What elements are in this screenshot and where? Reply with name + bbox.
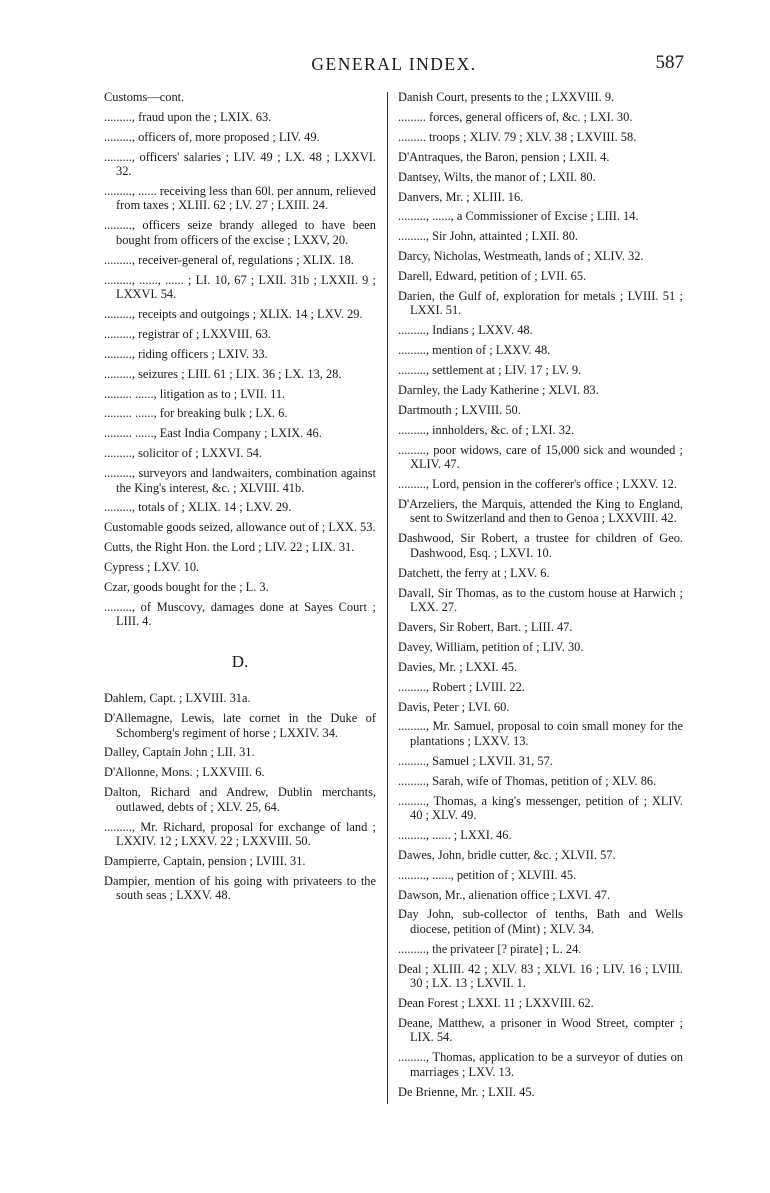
left-entries-d [104,691,376,902]
index-entry: ........., officers' salaries ; LIV. 49 ; LX. 48 ; LXXVI. 32. [104,149,376,179]
index-entry: ........., Thomas, application to be a surveyor of duties on marriages ; LXV. 13. [398,1050,683,1079]
running-title: GENERAL INDEX. [311,54,477,74]
index-entry: ........., ......, a Commissioner of Excise ; LIII. 14. [398,209,639,224]
index-entry: Davies, Mr. ; LXXI. 45. [398,659,518,674]
index-entry: ......... ......, litigation as to ; LVII. 11. [104,386,286,401]
index-entry: Darcy, Nicholas, Westmeath, lands of ; XLIV. 32. [398,249,644,264]
index-entry: Cutts, the Right Hon. the Lord ; LIV. 22 ; LIX. 31. [104,540,355,555]
index-entry: ........., of Muscovy, damages done at Sayes Court ; LIII. 4. [104,599,376,629]
index-entry: Dampierre, Captain, pension ; LVIII. 31. [104,853,306,868]
index-entry: ........., Thomas, a king's messenger, petition of ; XLIV. 40 ; XLV. 49. [398,793,683,822]
index-entry: ........., Indians ; LXXV. 48. [398,323,533,338]
index-entry: ........., fraud upon the ; LXIX. 63. [104,109,272,124]
index-entry: ......... ......, East India Company ; LXIX. 46. [104,426,322,441]
index-entry: Darell, Edward, petition of ; LVII. 65. [398,269,587,284]
index-entry: ........., innholders, &c. of ; LXI. 32. [398,422,575,437]
index-entry: ........., Mr. Samuel, proposal to coin small money for the plantations ; LXXV. 13. [398,719,683,748]
column-divider [387,92,388,1104]
index-entry: ........., Robert ; LVIII. 22. [398,679,525,694]
index-entry: Dalton, Richard and Andrew, Dublin merchants, outlawed, debts of ; XLV. 25, 64. [104,785,376,814]
index-entry: D'Allonne, Mons. ; LXXVIII. 6. [104,765,265,780]
index-entry: Customable goods seized, allowance out of ; LXX. 53. [104,520,376,535]
index-entry: ........., registrar of ; LXXVIII. 63. [104,326,271,341]
index-entry: ........., officers seize brandy alleged to have been bought from officers of the excise ; LXXV, 20. [104,218,376,247]
index-entry: ......... troops ; XLIV. 79 ; XLV. 38 ; LXVIII. 58. [398,129,637,144]
right-column [398,90,683,1104]
index-entry: ........., officers of, more proposed ; LIV. 49. [104,129,320,144]
index-entry: Dashwood, Sir Robert, a trustee for children of Geo. Dashwood, Esq. ; LXVI. 10. [398,531,683,560]
index-entry: ........., the privateer [? pirate] ; L. 24. [398,941,582,956]
index-entry: Dawson, Mr., alienation office ; LXVI. 47. [398,887,611,902]
index-entry: Darien, the Gulf of, exploration for metals ; LVIII. 51 ; LXXI. 51. [398,289,683,318]
index-entry: ........., Samuel ; LXVII. 31, 57. [398,753,553,768]
index-entry: Day John, sub-collector of tenths, Bath and Wells diocese, petition of (Mint) ; XLV. 34. [398,907,683,936]
index-entry: ........., ...... receiving less than 60l. per annum, relieved from taxes ; XLIII. 62 ; LV. 27 ; LXIII. 24. [104,184,376,213]
index-entry: ........., poor widows, care of 15,000 sick and wounded ; XLIV. 47. [398,442,683,472]
index-entry: Deal ; XLIII. 42 ; XLV. 83 ; XLVI. 16 ; LIV. 16 ; LVIII. 30 ; LX. 13 ; LXVII. 1. [398,961,683,991]
index-entry: Danish Court, presents to the ; LXXVIII. 9. [398,90,615,104]
page-number: 587 [655,52,684,73]
index-entry: ........., Sir John, attainted ; LXII. 80. [398,229,578,244]
left-entries [104,90,376,629]
index-entry: Datchett, the ferry at ; LXV. 6. [398,565,550,580]
index-entry: ........., seizures ; LIII. 61 ; LIX. 36 ; LX. 13, 28. [104,366,342,381]
index-entry: ........., totals of ; XLIX. 14 ; LXV. 29. [104,500,292,515]
left-column [104,90,376,908]
index-entry: Dawes, John, bridle cutter, &c. ; XLVII. 57. [398,847,616,862]
index-entry: ........., ...... ; LXXI. 46. [398,827,512,842]
index-entry: Czar, goods bought for the ; L. 3. [104,580,269,595]
index-entry: ........., Mr. Richard, proposal for exchange of land ; LXXIV. 12 ; LXXV. 22 ; LXXVIII. 50. [104,819,376,848]
index-entry: ........., Sarah, wife of Thomas, petition of ; XLV. 86. [398,773,657,788]
index-entry: Deane, Matthew, a prisoner in Wood Street, compter ; LIX. 54. [398,1015,683,1045]
index-entry: ........., Lord, pension in the cofferer's office ; LXXV. 12. [398,477,677,492]
index-entry: Davey, William, petition of ; LIV. 30. [398,639,584,654]
index-entry: ........., riding officers ; LXIV. 33. [104,346,268,361]
index-entry: Dalley, Captain John ; LII. 31. [104,745,255,760]
index-entry: ........., mention of ; LXXV. 48. [398,343,551,358]
index-entry: D'Allemagne, Lewis, late cornet in the Duke of Schomberg's regiment of horse ; LXXIV. 34. [104,711,376,740]
index-entry: Davers, Sir Robert, Bart. ; LIII. 47. [398,619,573,634]
index-entry: ........., receipts and outgoings ; XLIX. 14 ; LXV. 29. [104,306,363,321]
index-entry: Cypress ; LXV. 10. [104,560,200,575]
index-entry: De Brienne, Mr. ; LXII. 45. [398,1084,535,1099]
index-entry: Dahlem, Capt. ; LXVIII. 31a. [104,691,251,706]
index-entry: Danvers, Mr. ; XLIII. 16. [398,189,524,204]
section-letter-d: D. [231,651,249,671]
index-entry: ........., surveyors and landwaiters, combination against the King's interest, &c. ; XLVIII. 41b. [104,466,376,495]
index-entry: Dampier, mention of his going with privateers to the south seas ; LXXV. 48. [104,873,376,903]
index-entry: ........., ......, ...... ; LI. 10, 67 ; LXII. 31b ; LXXII. 9 ; LXXVI. 54. [104,272,376,301]
index-entry: ........., settlement at ; LIV. 17 ; LV. 9. [398,363,582,378]
index-entry: Dartmouth ; LXVIII. 50. [398,403,521,417]
index-entry: D'Arzeliers, the Marquis, attended the King to England, sent to Switzerland and then to Genoa ; LXXVIII. 42. [398,497,683,526]
index-entry: ........., ......, petition of ; XLVIII. 45. [398,867,577,882]
page-header [104,52,684,82]
index-entry: Customs—cont. [104,90,185,104]
index-entry: Dean Forest ; LXXI. 11 ; LXXVIII. 62. [398,996,594,1010]
index-entry: ........., receiver-general of, regulations ; XLIX. 18. [104,252,354,267]
index-entry: Davis, Peter ; LVI. 60. [398,699,510,714]
index-entry: ......... ......, for breaking bulk ; LX. 6. [104,406,288,421]
right-entries [398,90,683,1099]
index-entry: Darnley, the Lady Katherine ; XLVI. 83. [398,383,599,398]
index-entry: D'Antraques, the Baron, pension ; LXII. 4. [398,149,610,164]
index-entry: Davall, Sir Thomas, as to the custom house at Harwich ; LXX. 27. [398,585,683,614]
index-entry: ......... forces, general officers of, &c. ; LXI. 30. [398,109,633,124]
index-entry: ........., solicitor of ; LXXVI. 54. [104,446,262,461]
index-entry: Dantsey, Wilts, the manor of ; LXII. 80. [398,169,596,184]
